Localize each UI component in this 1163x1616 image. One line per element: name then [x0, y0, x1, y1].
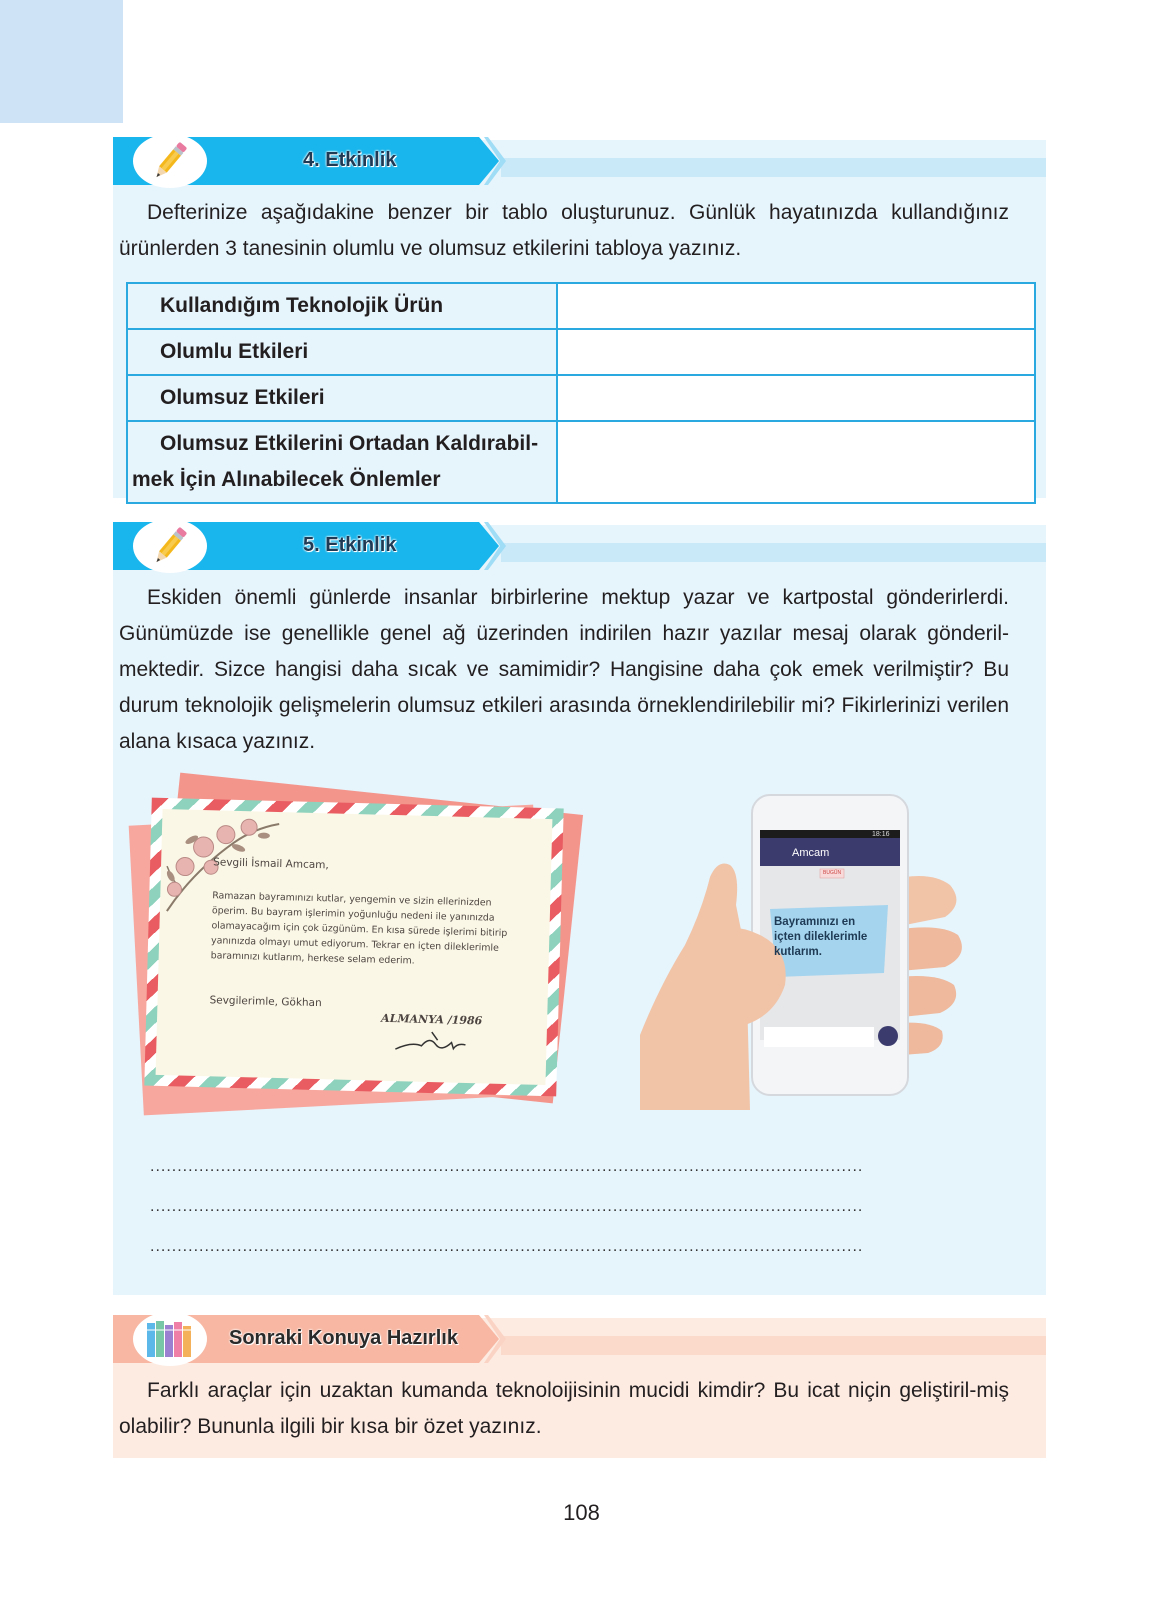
- corner-decoration: [0, 0, 123, 123]
- phone-date-badge: BUGÜN: [823, 870, 842, 876]
- answer-line[interactable]: ...................................................................................................................................: [150, 1158, 864, 1175]
- phone-illustration: [640, 785, 1020, 1110]
- activity4-header: [113, 137, 1046, 185]
- letter-salutation: Sevgili İsmail Amcam,: [213, 856, 329, 872]
- activity4-instruction: Defterinize aşağıdakine benzer bir tablo oluşturunuz. Günlük hayatınızda kullandığınız ürünlerden 3 tanesinin olumlu ve olumsuz etkilerini tabloya yazınız.: [119, 201, 1009, 260]
- message-line: Bayramınızı en: [774, 916, 856, 928]
- pencil-icon: [133, 519, 207, 573]
- next-topic-title: Sonraki Konuya Hazırlık: [229, 1327, 458, 1349]
- message-line: içten dileklerimle: [774, 931, 868, 943]
- postcard: [144, 798, 563, 1097]
- activity5-instruction: Eskiden önemli günlerde insanlar birbirlerine mektup yazar ve kartpostal gönderirlerdi. Günümüzde ise genellikle genel ağ üzerinden indirilen hazır yazılar mesaj olarak gönderil-mektedir. Sizce hangisi daha sıcak ve samimidir? Hangisine daha çok emek verilmiştir? Bu durum teknolojik gelişmelerin olumsuz etkileri arasında örneklendirilebilir mi? Fikirlerinizi verilen alana kısaca yazınız.: [119, 586, 1009, 753]
- activity4-title: 4. Etkinlik: [303, 149, 397, 171]
- table-label: Olumsuz Etkilerini Ortadan Kaldırabil-mek İçin Alınabilecek Önlemler: [132, 432, 539, 491]
- table-value-cell: [557, 283, 1035, 329]
- message-line: kutlarım.: [774, 946, 822, 958]
- table-label: Olumlu Etkileri: [160, 340, 309, 363]
- phone-status-time: 18:16: [872, 831, 890, 838]
- table-label: Kullandığım Teknolojik Ürün: [160, 294, 444, 317]
- table-row: [127, 283, 1035, 329]
- letter-closing: Sevgilerimle, Gökhan: [209, 994, 322, 1010]
- phone-contact-name: Amcam: [792, 847, 830, 859]
- table-row: [127, 375, 1035, 421]
- letter-place-date: ALMANYA /1986: [380, 1011, 483, 1028]
- next-topic-text: Farklı araçlar için uzaktan kumanda teknoloijisinin mucidi kimdir? Bu icat niçin geliştiril-miş olabilir? Bununla ilgili bir kısa bir özet yazınız.: [119, 1379, 1009, 1438]
- table-row: [127, 329, 1035, 375]
- answer-line[interactable]: ...................................................................................................................................: [150, 1238, 864, 1255]
- table-value-cell: [557, 329, 1035, 375]
- activity5-title: 5. Etkinlik: [303, 534, 397, 556]
- phone-message: [774, 915, 867, 960]
- next-topic-header: [113, 1315, 1046, 1363]
- table-label: Olumsuz Etkileri: [160, 386, 325, 409]
- table-row: [127, 421, 1035, 503]
- page-number: 108: [563, 1500, 600, 1525]
- activity4-table: [126, 282, 1036, 504]
- table-value-cell: [557, 375, 1035, 421]
- books-icon: [133, 1312, 207, 1366]
- letter-illustration: [120, 775, 590, 1145]
- answer-line[interactable]: ...................................................................................................................................: [150, 1198, 864, 1215]
- letter-body: Ramazan bayramınızı kutlar, yengemin ve sizin ellerinizden öperim. Bu bayram işlerimin yoğunluğu nedeni ile yanınızda olamayacağım için çok üzgünüm. En kısa sürede işlerimi bitirip yanınızda olmayı umut ediyorum. Tekrar en içten dileklerimle baramınızı kutlarım, herkese selam ederim.: [210, 890, 508, 967]
- pencil-icon: [133, 134, 207, 188]
- activity5-header: [113, 522, 1046, 570]
- signature-icon: [391, 1027, 472, 1059]
- table-value-cell: [557, 421, 1035, 503]
